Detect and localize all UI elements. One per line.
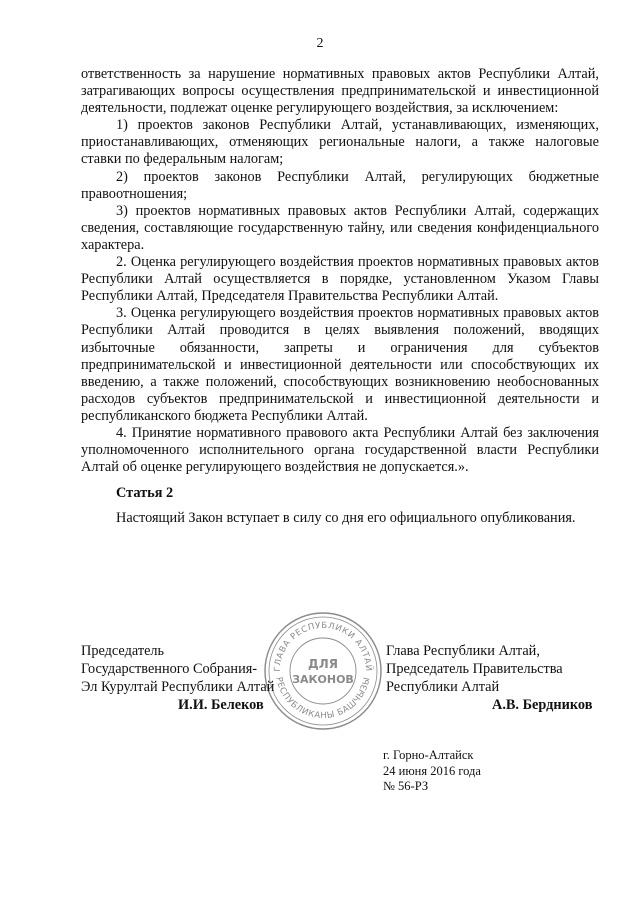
document-footer <box>383 748 481 795</box>
signatory-title-line: Глава Республики Алтай, <box>386 643 540 659</box>
stamp-center-line1: ДЛЯ <box>308 657 338 671</box>
signatory-title-line: Эл Курултай Республики Алтай <box>81 679 275 695</box>
paragraph: ответственность за нарушение нормативных правовых актов Республики Алтай, затрагивающих вопросы осуществления предпринимательской и инвестиционной деятельности, подлежат оценке регулирующего воздействия, за исключением: <box>81 66 599 117</box>
signature-block-left <box>81 642 291 714</box>
document-body <box>81 66 599 527</box>
paragraph: 1) проектов законов Республики Алтай, устанавливающих, изменяющих, приостанавливающих, отменяющих региональные налоги, а также налоговые ставки по федеральным налогам; <box>81 117 599 168</box>
signatory-title-line: Государственного Собрания- <box>81 661 258 677</box>
signatory-title-line: Председатель Правительства <box>386 661 563 677</box>
stamp-top-text: ГЛАВА РЕСПУБЛИКИ АЛТАЙ <box>272 620 374 672</box>
stamp-center-line2: ЗАКОНОВ <box>292 673 354 686</box>
signatory-name: А.В. Бердников <box>492 697 593 713</box>
date-of-signing: 24 июня 2016 года <box>383 763 481 778</box>
signatory-title-line: Республики Алтай <box>386 679 500 695</box>
signatory-name: И.И. Белеков <box>178 697 264 713</box>
paragraph: 2. Оценка регулирующего воздействия проектов нормативных правовых актов Республики Алтай осуществляется в порядке, установленном Указом Главы Республики Алтай, Председателя Правительства Республики Алтай. <box>81 254 599 305</box>
article-heading: Статья 2 <box>116 485 174 502</box>
paragraph: 4. Принятие нормативного правового акта Республики Алтай без заключения уполномоченного исполнительного органа государственной власти Республики Алтай об оценке регулирующего воздействия не допускается.». <box>81 424 599 476</box>
page-number: 2 <box>316 36 324 51</box>
law-number: № 56-РЗ <box>383 779 429 793</box>
signatory-title-line: Председатель <box>81 643 165 659</box>
paragraph: 3. Оценка регулирующего воздействия проектов нормативных правовых актов Республики Алтай проводится в целях выявления положений, вводящих избыточные обязанности, запреты и ограничения для субъектов предпринимательской и инвестиционной деятельности или способствующих их введению, а также положений, способствующих возникновению необоснованных расходов субъектов предпринимательской и инвестиционной деятельности и республиканского бюджета Республики Алтай. <box>81 305 599 424</box>
stamp-bottom-text: РЕСПУБЛИКАНЫ БАШЧЫЗЫ <box>273 676 373 722</box>
paragraph: 3) проектов нормативных правовых актов Республики Алтай, содержащих сведения, составляющие государственную тайну, или сведения конфиденциального характера. <box>81 202 599 253</box>
place-of-signing: г. Горно-Алтайск <box>383 748 474 762</box>
signature-block-right <box>386 642 601 714</box>
article-text: Настоящий Закон вступает в силу со дня его официального опубликования. <box>116 510 576 527</box>
paragraph: 2) проектов законов Республики Алтай, регулирующих бюджетные правоотношения; <box>81 168 599 202</box>
